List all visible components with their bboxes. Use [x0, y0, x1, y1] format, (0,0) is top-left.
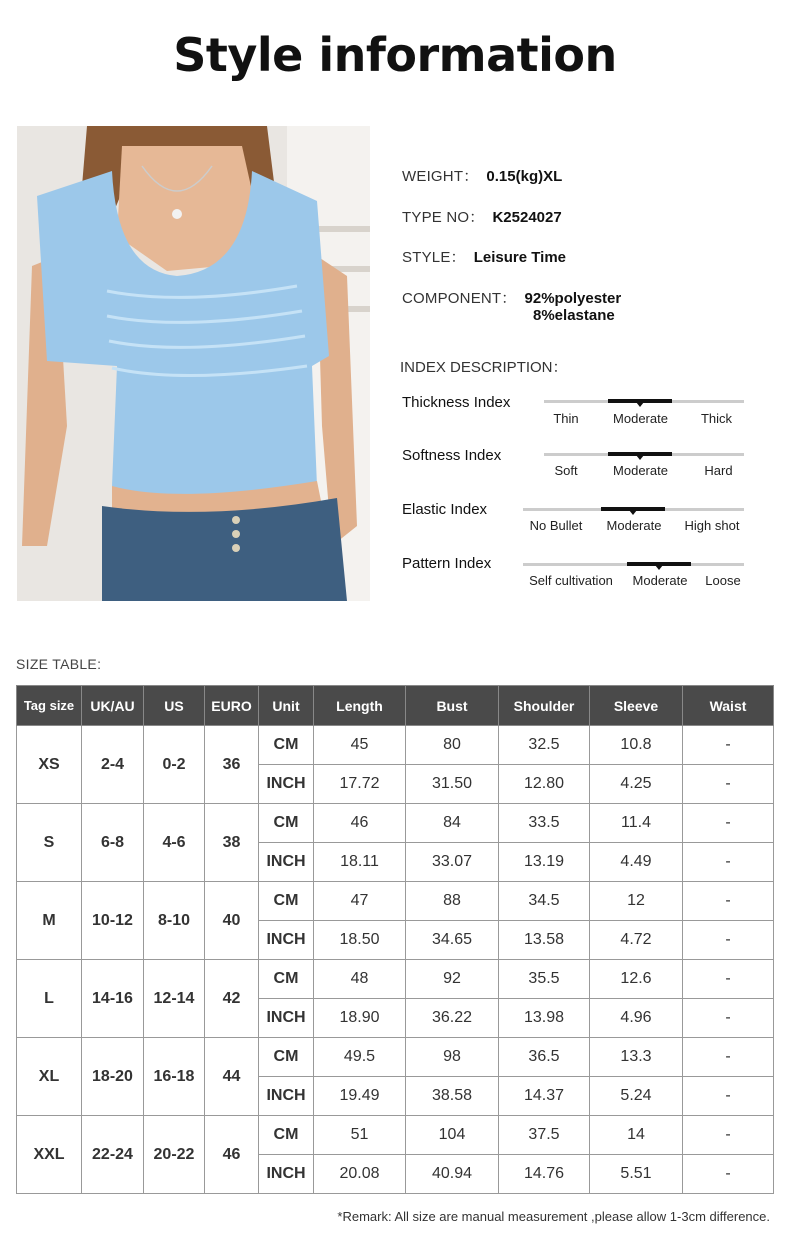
elastic-pointer — [629, 510, 637, 515]
pattern-pointer — [655, 565, 663, 570]
length-cell: 48 — [314, 960, 406, 999]
softness-option: Moderate — [613, 463, 668, 478]
softness-option: Soft — [554, 463, 578, 478]
length-cell: 45 — [314, 726, 406, 765]
bust-cell: 104 — [406, 1116, 499, 1155]
waist-cell: - — [683, 1038, 774, 1077]
type-label: TYPE NO： — [402, 209, 485, 226]
component-label: COMPONENT： — [402, 290, 517, 307]
length-cell: 17.72 — [314, 765, 406, 804]
sleeve-cell: 10.8 — [590, 726, 683, 765]
bust-cell: 31.50 — [406, 765, 499, 804]
pattern-option: Self cultivation — [529, 573, 613, 588]
elastic-scale — [523, 508, 744, 511]
type-value: K2524027 — [492, 209, 562, 226]
us-cell: 12-14 — [144, 960, 205, 1038]
style-row — [402, 246, 566, 267]
tag-size-cell: S — [17, 804, 82, 882]
bust-cell: 80 — [406, 726, 499, 765]
bust-cell: 38.58 — [406, 1077, 499, 1116]
ukau-cell: 22-24 — [82, 1116, 144, 1194]
thickness-pointer — [636, 402, 644, 407]
weight-row — [402, 165, 562, 186]
column-header: Unit — [259, 686, 314, 726]
table-row — [17, 804, 774, 843]
weight-label: WEIGHT： — [402, 168, 479, 185]
unit-cell: CM — [259, 726, 314, 765]
page-title: Style information — [173, 28, 617, 82]
bust-cell: 84 — [406, 804, 499, 843]
tag-size-cell: L — [17, 960, 82, 1038]
unit-cell: CM — [259, 882, 314, 921]
shoulder-cell: 13.98 — [499, 999, 590, 1038]
sleeve-cell: 14 — [590, 1116, 683, 1155]
softness-index-label: Softness Index — [402, 447, 502, 464]
shoulder-cell: 14.76 — [499, 1155, 590, 1194]
us-cell: 8-10 — [144, 882, 205, 960]
style-label: STYLE： — [402, 249, 466, 266]
shoulder-cell: 34.5 — [499, 882, 590, 921]
type-row — [402, 206, 562, 227]
sleeve-cell: 11.4 — [590, 804, 683, 843]
waist-cell: - — [683, 1116, 774, 1155]
length-cell: 51 — [314, 1116, 406, 1155]
elastic-option: No Bullet — [529, 518, 583, 533]
length-cell: 18.50 — [314, 921, 406, 960]
euro-cell: 38 — [205, 804, 259, 882]
thickness-option: Thick — [700, 411, 733, 426]
shoulder-cell: 13.58 — [499, 921, 590, 960]
unit-cell: INCH — [259, 765, 314, 804]
euro-cell: 40 — [205, 882, 259, 960]
column-header: Waist — [683, 686, 774, 726]
shoulder-cell: 12.80 — [499, 765, 590, 804]
pattern-option: Moderate — [632, 573, 688, 588]
length-cell: 20.08 — [314, 1155, 406, 1194]
length-cell: 19.49 — [314, 1077, 406, 1116]
euro-cell: 42 — [205, 960, 259, 1038]
table-row — [17, 726, 774, 765]
bust-cell: 34.65 — [406, 921, 499, 960]
unit-cell: INCH — [259, 999, 314, 1038]
column-header: US — [144, 686, 205, 726]
ukau-cell: 18-20 — [82, 1038, 144, 1116]
elastic-option: Moderate — [606, 518, 662, 533]
sleeve-cell: 4.72 — [590, 921, 683, 960]
unit-cell: INCH — [259, 1155, 314, 1194]
style-value: Leisure Time — [473, 249, 566, 266]
shoulder-cell: 36.5 — [499, 1038, 590, 1077]
column-header: Bust — [406, 686, 499, 726]
tag-size-cell: XL — [17, 1038, 82, 1116]
euro-cell: 46 — [205, 1116, 259, 1194]
elastic-index-label: Elastic Index — [402, 501, 488, 518]
column-header: Tag size — [17, 686, 82, 726]
sleeve-cell: 12.6 — [590, 960, 683, 999]
column-header: UK/AU — [82, 686, 144, 726]
waist-cell: - — [683, 921, 774, 960]
sleeve-cell: 5.24 — [590, 1077, 683, 1116]
column-header: Shoulder — [499, 686, 590, 726]
sleeve-cell: 4.49 — [590, 843, 683, 882]
waist-cell: - — [683, 726, 774, 765]
euro-cell: 36 — [205, 726, 259, 804]
sleeve-cell: 4.25 — [590, 765, 683, 804]
bust-cell: 98 — [406, 1038, 499, 1077]
waist-cell: - — [683, 1077, 774, 1116]
bust-cell: 92 — [406, 960, 499, 999]
waist-cell: - — [683, 1155, 774, 1194]
ukau-cell: 10-12 — [82, 882, 144, 960]
softness-option: Hard — [704, 463, 733, 478]
unit-cell: INCH — [259, 921, 314, 960]
tag-size-cell: XS — [17, 726, 82, 804]
table-row — [17, 1038, 774, 1077]
tag-size-cell: M — [17, 882, 82, 960]
component-row — [402, 287, 621, 308]
shoulder-cell: 35.5 — [499, 960, 590, 999]
bust-cell: 36.22 — [406, 999, 499, 1038]
ukau-cell: 2-4 — [82, 726, 144, 804]
us-cell: 16-18 — [144, 1038, 205, 1116]
pattern-option: Loose — [705, 573, 741, 588]
unit-cell: CM — [259, 1038, 314, 1077]
us-cell: 0-2 — [144, 726, 205, 804]
length-cell: 46 — [314, 804, 406, 843]
table-header-row — [17, 686, 774, 726]
elastic-option: High shot — [684, 518, 740, 533]
unit-cell: CM — [259, 960, 314, 999]
shoulder-cell: 14.37 — [499, 1077, 590, 1116]
us-cell: 20-22 — [144, 1116, 205, 1194]
column-header: Sleeve — [590, 686, 683, 726]
pattern-index-label: Pattern Index — [402, 555, 492, 572]
softness-scale — [544, 453, 744, 456]
size-table — [16, 685, 774, 1194]
bust-cell: 33.07 — [406, 843, 499, 882]
component-value-2: 8%elastane — [533, 307, 615, 324]
shoulder-cell: 13.19 — [499, 843, 590, 882]
thickness-scale — [544, 400, 744, 403]
remark-note: *Remark: All size are manual measurement ,please allow 1-3cm difference. — [337, 1209, 770, 1224]
us-cell: 4-6 — [144, 804, 205, 882]
sleeve-cell: 13.3 — [590, 1038, 683, 1077]
weight-value: 0.15(kg)XL — [486, 168, 563, 185]
length-cell: 18.11 — [314, 843, 406, 882]
unit-cell: CM — [259, 1116, 314, 1155]
waist-cell: - — [683, 999, 774, 1038]
waist-cell: - — [683, 882, 774, 921]
product-photo — [17, 126, 370, 601]
unit-cell: INCH — [259, 1077, 314, 1116]
sleeve-cell: 5.51 — [590, 1155, 683, 1194]
table-row — [17, 882, 774, 921]
table-row — [17, 960, 774, 999]
component-value-1: 92%polyester — [524, 290, 622, 307]
length-cell: 47 — [314, 882, 406, 921]
waist-cell: - — [683, 804, 774, 843]
unit-cell: CM — [259, 804, 314, 843]
sleeve-cell: 4.96 — [590, 999, 683, 1038]
thickness-index-label: Thickness Index — [402, 394, 511, 411]
euro-cell: 44 — [205, 1038, 259, 1116]
length-cell: 18.90 — [314, 999, 406, 1038]
bust-cell: 40.94 — [406, 1155, 499, 1194]
waist-cell: - — [683, 765, 774, 804]
shoulder-cell: 37.5 — [499, 1116, 590, 1155]
size-table-title: SIZE TABLE: — [16, 656, 102, 672]
pattern-scale — [523, 563, 744, 566]
ukau-cell: 6-8 — [82, 804, 144, 882]
waist-cell: - — [683, 960, 774, 999]
tag-size-cell: XXL — [17, 1116, 82, 1194]
shoulder-cell: 32.5 — [499, 726, 590, 765]
column-header: Length — [314, 686, 406, 726]
thickness-option: Thin — [553, 411, 579, 426]
shoulder-cell: 33.5 — [499, 804, 590, 843]
softness-pointer — [636, 455, 644, 460]
table-row — [17, 1116, 774, 1155]
index-heading: INDEX DESCRIPTION： — [400, 359, 568, 376]
bust-cell: 88 — [406, 882, 499, 921]
thickness-option: Moderate — [613, 411, 668, 426]
sleeve-cell: 12 — [590, 882, 683, 921]
unit-cell: INCH — [259, 843, 314, 882]
waist-cell: - — [683, 843, 774, 882]
column-header: EURO — [205, 686, 259, 726]
length-cell: 49.5 — [314, 1038, 406, 1077]
ukau-cell: 14-16 — [82, 960, 144, 1038]
